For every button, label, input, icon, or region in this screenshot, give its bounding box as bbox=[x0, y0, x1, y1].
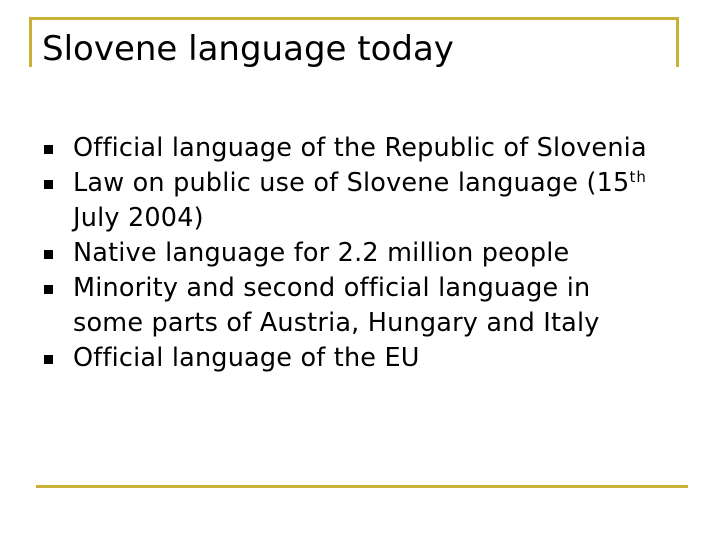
bullet-item-minority-language bbox=[44, 271, 664, 341]
title-frame-right-line bbox=[676, 17, 679, 67]
bullet-superscript: th bbox=[629, 168, 647, 186]
bullet-text: Native language for 2.2 million people bbox=[73, 238, 570, 268]
square-bullet-icon bbox=[44, 355, 53, 364]
square-bullet-icon bbox=[44, 180, 53, 189]
bullet-item-native-language bbox=[44, 236, 664, 271]
bullet-item-official-language-slovenia bbox=[44, 131, 664, 166]
square-bullet-icon bbox=[44, 285, 53, 294]
square-bullet-icon bbox=[44, 250, 53, 259]
bullet-text: Official language of the EU bbox=[73, 343, 420, 373]
bullet-text: Minority and second official language in some parts of Austria, Hungary and Italy bbox=[73, 273, 600, 338]
bottom-divider-line bbox=[36, 485, 688, 488]
bullet-text: Official language of the Republic of Slovenia bbox=[73, 133, 647, 163]
title-frame-top-line bbox=[29, 17, 679, 20]
slide-title: Slovene language today bbox=[42, 29, 454, 69]
bullet-text: Law on public use of Slovene language (15 bbox=[73, 168, 630, 198]
bullet-text-tail: July 2004) bbox=[73, 203, 204, 233]
bullet-list bbox=[44, 131, 664, 376]
square-bullet-icon bbox=[44, 145, 53, 154]
bullet-item-law-on-public-use bbox=[44, 166, 664, 236]
bullet-item-official-language-eu bbox=[44, 341, 664, 376]
title-frame-left-line bbox=[29, 17, 32, 67]
